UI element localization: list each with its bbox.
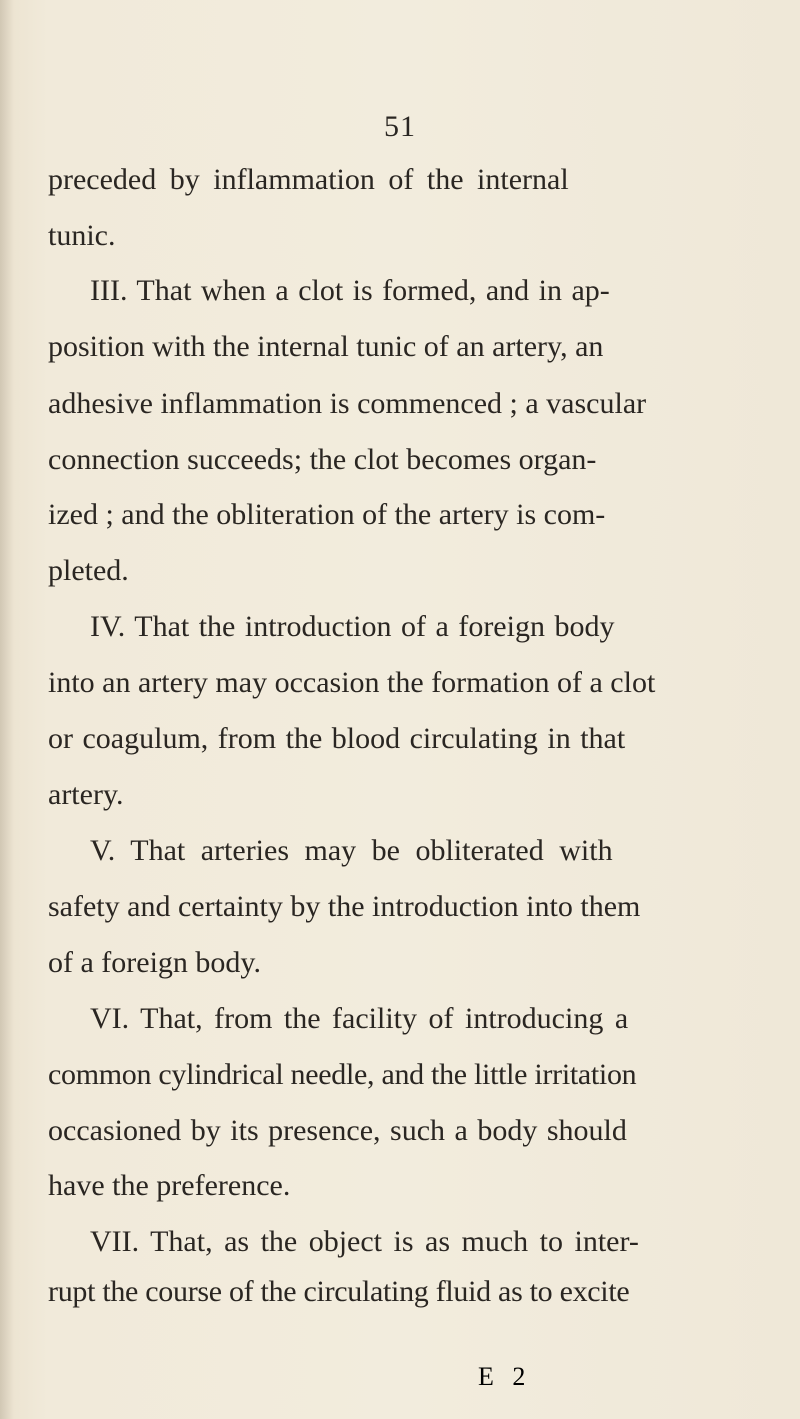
text-line: common cylindrical needle, and the little irritation xyxy=(48,1058,637,1091)
text-line: have the preference. xyxy=(48,1169,291,1202)
text-line: pleted. xyxy=(48,554,129,587)
text-line: ized ; and the obliteration of the artery is com- xyxy=(48,498,606,531)
text-line: adhesive inflammation is commenced ; a vascular xyxy=(48,387,647,420)
text-line: rupt the course of the circulating fluid as to excite xyxy=(48,1275,630,1308)
text-line: or coagulum, from the blood circulating in that xyxy=(48,722,626,755)
text-line: III. That when a clot is formed, and in ap- xyxy=(90,274,610,307)
text-line: safety and certainty by the introduction into them xyxy=(48,890,641,923)
text-line: into an artery may occasion the formation of a clot xyxy=(48,666,656,699)
text-line: V. That arteries may be obliterated with xyxy=(90,834,613,867)
text-line: occasioned by its presence, such a body should xyxy=(48,1114,627,1147)
page-number: 51 xyxy=(384,110,416,143)
text-line: VI. That, from the facility of introducing a xyxy=(90,1002,629,1035)
signature-mark: E 2 xyxy=(478,1362,532,1391)
gutter-shadow xyxy=(0,0,14,1419)
text-line: of a foreign body. xyxy=(48,946,261,979)
text-line: connection succeeds; the clot becomes organ- xyxy=(48,443,597,476)
text-line: position with the internal tunic of an artery, an xyxy=(48,330,604,363)
text-line: artery. xyxy=(48,778,124,811)
text-line: tunic. xyxy=(48,219,116,252)
text-line: VII. That, as the object is as much to inter- xyxy=(90,1225,639,1258)
text-line: preceded by inflammation of the internal xyxy=(48,163,569,196)
text-line: IV. That the introduction of a foreign body xyxy=(90,610,615,643)
